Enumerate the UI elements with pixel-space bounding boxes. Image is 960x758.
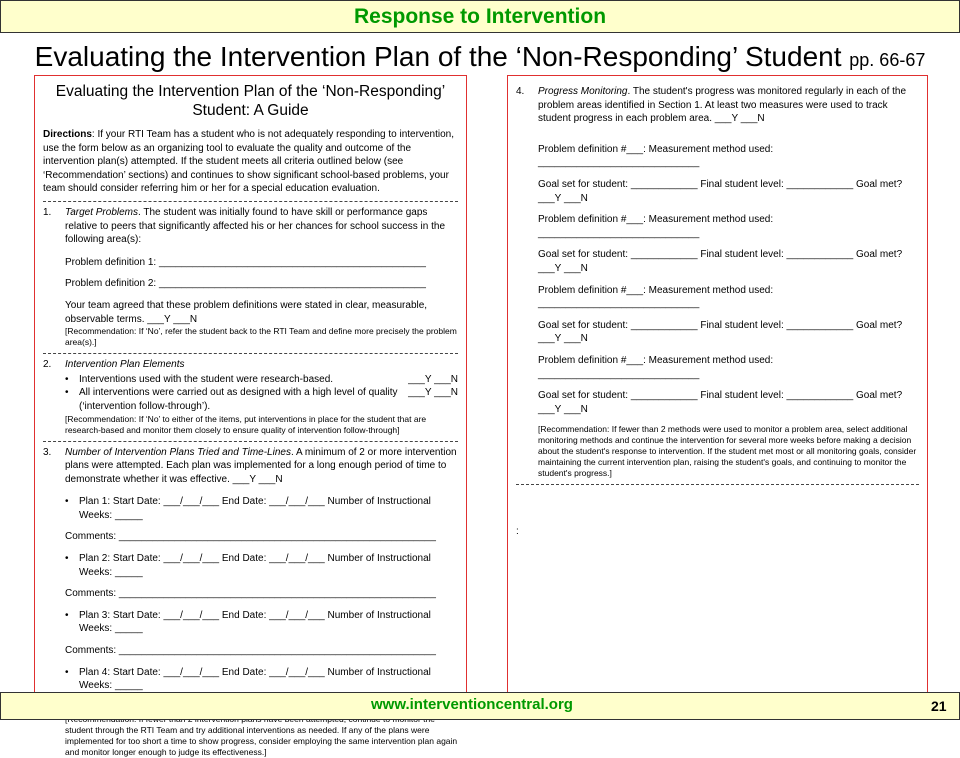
bullet-icon: • xyxy=(65,373,79,387)
problem-definition-row[interactable]: Problem definition #___: Measurement method used: _____________________________ xyxy=(516,143,919,170)
section-text: . The student's progress was monitored regularly in each of the problem areas identified in Section 1. At least two measures were used to track student progress in each problem area. ___Y ___N xyxy=(538,86,906,124)
yes-no-field[interactable]: ___Y ___N xyxy=(402,373,458,387)
plan-row[interactable]: Plan 3: Start Date: ___/___/___ End Date: ___/___/___ Number of Instructional Weeks: _____ xyxy=(79,609,458,636)
bullet-icon: • xyxy=(65,495,79,522)
recommendation-4: [Recommendation: If fewer than 2 methods were used to monitor a problem area, select additional monitoring methods and continue the intervention for several more weeks before making a decision about the student's response to intervention. If the student met most or all monitoring goals, consider maintaining the current intervention plan, raising the student's goals, and continuing to monitor the student's progress.] xyxy=(516,424,919,479)
comments-field[interactable]: Comments: _________________________________________________________ xyxy=(43,644,458,658)
goal-row[interactable]: Goal set for student: ____________ Final student level: ____________ Goal met? ___Y ___N xyxy=(516,389,919,416)
bullet-text: Interventions used with the student were research-based. xyxy=(79,373,333,387)
agreement-text[interactable]: Your team agreed that these problem definitions were stated in clear, measurable, observable terms. ___Y ___N xyxy=(43,299,458,326)
problem-definition-row[interactable]: Problem definition #___: Measurement method used: _____________________________ xyxy=(516,354,919,381)
title-main: Evaluating the Intervention Plan of the ‘Non-Responding’ Student xyxy=(35,41,850,72)
left-form-page xyxy=(34,75,467,695)
stray-colon: : xyxy=(508,525,927,539)
footer-bar xyxy=(0,692,960,720)
bullet-icon: • xyxy=(65,552,79,579)
section-number: 1. xyxy=(43,206,57,247)
header-title: Response to Intervention xyxy=(354,5,606,28)
header-bar xyxy=(0,0,960,33)
section-heading: Target Problems xyxy=(65,207,138,218)
section-heading: Number of Intervention Plans Tried and Time-Lines xyxy=(65,447,291,458)
right-form-page xyxy=(507,75,928,695)
form-title: Evaluating the Intervention Plan of the ‘Non-Responding’ Student: A Guide xyxy=(35,76,466,120)
plan-row[interactable]: Plan 2: Start Date: ___/___/___ End Date: ___/___/___ Number of Instructional Weeks: _____ xyxy=(79,552,458,579)
comments-field[interactable]: Comments: _________________________________________________________ xyxy=(43,530,458,544)
recommendation-1: [Recommendation: If ‘No’, refer the student back to the RTI Team and define more precisely the problem area(s).] xyxy=(43,326,458,348)
plan-row[interactable]: Plan 4: Start Date: ___/___/___ End Date: ___/___/___ Number of Instructional Weeks: _____ xyxy=(79,666,458,693)
directions-label: Directions xyxy=(43,129,92,140)
plan-row[interactable]: Plan 1: Start Date: ___/___/___ End Date: ___/___/___ Number of Instructional Weeks: _____ xyxy=(79,495,458,522)
directions-text: : If your RTI Team has a student who is not adequately responding to intervention, use the form below as an organizing tool to evaluate the quality and outcome of the intervention plan(s) attempted. If the student meets all criteria outlined below (see ‘Recommendation’ sections) and continues to show significant school-based problems, your team should consider referring him or her for a special education evaluation. xyxy=(43,129,454,194)
bullet-text: All interventions were carried out as designed with a high level of quality (‘intervention follow-through’). xyxy=(79,386,402,413)
section-number: 2. xyxy=(43,358,57,372)
title-pages: pp. 66-67 xyxy=(849,50,925,70)
divider xyxy=(43,441,458,442)
section-number: 4. xyxy=(516,85,530,126)
section-heading: Intervention Plan Elements xyxy=(65,358,185,372)
page-number: 21 xyxy=(931,698,947,714)
recommendation-2: [Recommendation: If ‘No’ to either of the items, put interventions in place for the student that are research-based and monitor them closely to ensure quality of intervention follow-through] xyxy=(43,414,458,436)
comments-field[interactable]: Comments: _________________________________________________________ xyxy=(43,587,458,601)
problem-definition-1[interactable]: Problem definition 1: ________________________________________________ xyxy=(43,256,458,270)
section-2 xyxy=(35,358,466,435)
divider xyxy=(516,484,919,485)
divider xyxy=(43,201,458,202)
problem-definition-row[interactable]: Problem definition #___: Measurement method used: _____________________________ xyxy=(516,284,919,311)
section-number: 3. xyxy=(43,446,57,487)
goal-row[interactable]: Goal set for student: ____________ Final student level: ____________ Goal met? ___Y ___N xyxy=(516,319,919,346)
footer-url[interactable]: www.interventioncentral.org xyxy=(371,696,573,713)
problem-definition-2[interactable]: Problem definition 2: ________________________________________________ xyxy=(43,277,458,291)
goal-row[interactable]: Goal set for student: ____________ Final student level: ____________ Goal met? ___Y ___N xyxy=(516,178,919,205)
recommendation-3: student through the RTI Team and try additional interventions as needed. If any of the plans were implemented for too short a time to show progress, consider employing the same intervention plan again and monitor longer enough to judge its effectiveness.] xyxy=(43,714,458,758)
goal-row[interactable]: Goal set for student: ____________ Final student level: ____________ Goal met? ___Y ___N xyxy=(516,248,919,275)
divider xyxy=(43,353,458,354)
yes-no-field[interactable]: ___Y ___N xyxy=(402,386,458,413)
section-4 xyxy=(508,85,927,479)
bullet-icon: • xyxy=(65,609,79,636)
directions xyxy=(35,128,466,196)
section-heading: Progress Monitoring xyxy=(538,86,627,97)
slide-title xyxy=(0,40,960,77)
problem-definition-row[interactable]: Problem definition #___: Measurement method used: _____________________________ xyxy=(516,213,919,240)
bullet-icon: • xyxy=(65,666,79,693)
section-1 xyxy=(35,206,466,348)
section-text: . The student was initially found to have skill or performance gaps relative to peers that significantly affected his or her chances for school success in the following area(s): xyxy=(65,207,445,245)
bullet-icon: • xyxy=(65,386,79,413)
section-text: . A minimum of 2 or more intervention plans were attempted. Each plan was implemented for a long enough period of time to demonstrate whether it was effective. ___Y ___N xyxy=(65,447,457,485)
